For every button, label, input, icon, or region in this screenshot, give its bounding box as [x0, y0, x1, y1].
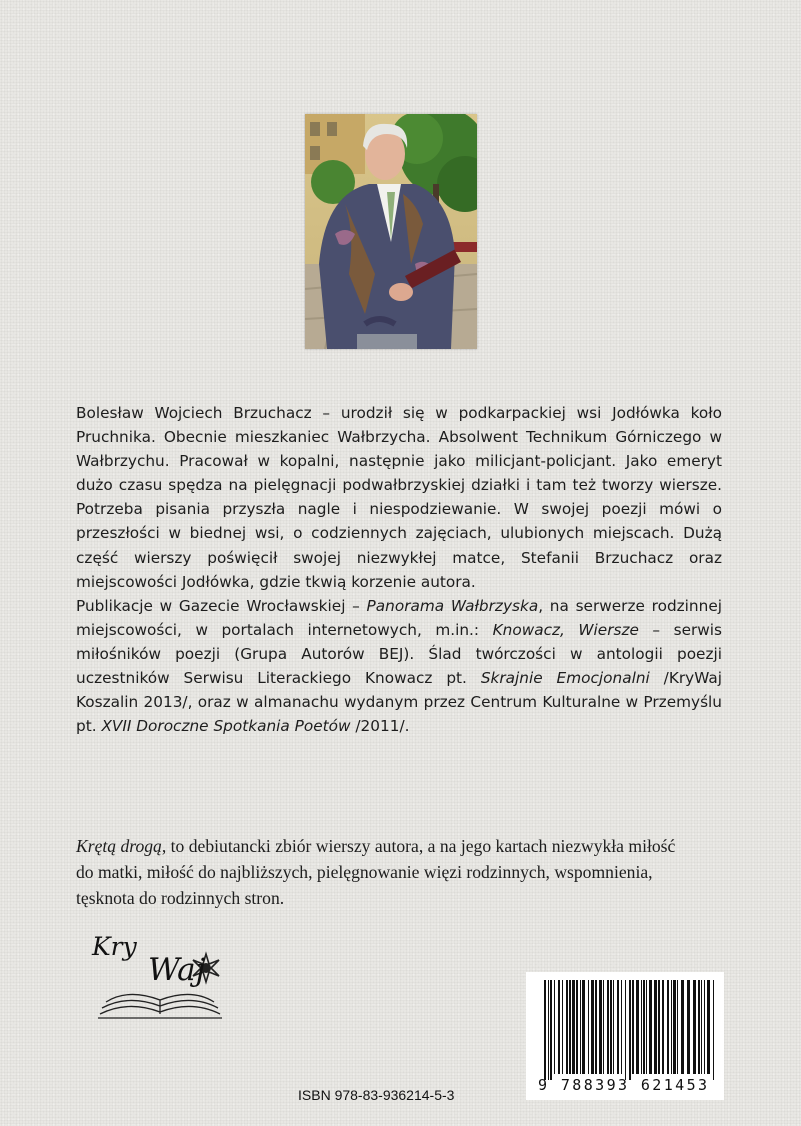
barcode-bar [625, 980, 626, 1080]
publisher-logo [88, 930, 238, 1025]
barcode-bar [704, 980, 705, 1074]
book-blurb: Krętą drogą, to debiutancki zbiór wierszy autora, a na jego kartach niezwykła miłość do matki, miłość do najbliższych, pielęgnowanie więzi rodzinnych, wspomnienia, tęsknota do rodzinnych stron. [76, 836, 676, 908]
barcode-bar [658, 980, 660, 1074]
almanac-title: XVII Doroczne Spotkania Poetów [101, 717, 351, 736]
barcode-bar [654, 980, 657, 1074]
barcode-bar [595, 980, 597, 1074]
barcode-bar [643, 980, 645, 1074]
barcode-bar [580, 980, 581, 1074]
barcode-bar [681, 980, 684, 1074]
barcode-bar [701, 980, 702, 1074]
bio-paragraph-1: Bolesław Wojciech Brzuchacz – urodził się w podkarpackiej wsi Jodłówka koło Pruchnika. Obecnie mieszkaniec Wałbrzycha. Absolwent Technikum Górniczego w Wałbrzychu. Pracował w kopalni, następnie jako milicjant-policjant. Jako emeryt dużo czasu spędza na pielęgnacji podwałbrzyskiej działki i tam też tworzy wiersze. Potrzeba pisania przyszła nagle i niespodziewanie. W swojej poezji mówi o przeszłości w biednej wsi, o codziennych zajęciach, ulubionych miejscach. Dużą część wierszy poświęcił swojej niezwykłej matce, Stefanii Brzuchacz oraz miejscowości Jodłówka, gdzie tkwią korzenie autora. [76, 404, 722, 591]
barcode-bar [582, 980, 585, 1074]
barcode-bar [544, 980, 546, 1080]
barcode-bar [667, 980, 669, 1074]
barcode-bar [613, 980, 614, 1074]
author-photo [305, 114, 477, 349]
logo-text-kry: Kry [92, 932, 137, 961]
publication-title: Panorama Wałbrzyska [366, 596, 539, 615]
barcode-bar [649, 980, 652, 1074]
anthology-title: Skrajnie Emocjonalni [480, 669, 650, 688]
barcode-bar [591, 980, 594, 1074]
barcode-bar [599, 980, 602, 1074]
barcode-bar [636, 980, 639, 1074]
open-book-icon [98, 994, 222, 1018]
barcode-bar [713, 980, 714, 1080]
isbn-text: ISBN 978-83-936214-5-3 [298, 1087, 455, 1103]
portal-title: Knowacz, Wiersze [492, 620, 639, 639]
barcode [526, 972, 724, 1100]
barcode-bar [641, 980, 642, 1074]
barcode-bar [572, 980, 575, 1074]
barcode-bar [677, 980, 678, 1074]
barcode-bar [566, 980, 568, 1074]
barcode-bar [550, 980, 552, 1080]
barcode-bar [569, 980, 571, 1074]
barcode-bar [662, 980, 664, 1074]
barcode-bar [671, 980, 672, 1074]
barcode-bar [603, 980, 604, 1074]
barcode-bar [562, 980, 563, 1074]
book-title: Krętą drogą [76, 836, 162, 856]
author-name: Bolesław Wojciech Brzuchacz [76, 404, 312, 422]
author-bio [76, 401, 722, 738]
barcode-number: 9 788393 621453 [538, 1076, 710, 1094]
barcode-bar [576, 980, 578, 1074]
barcode-bar [588, 980, 589, 1074]
barcode-bar [698, 980, 700, 1074]
barcode-bar [673, 980, 676, 1074]
barcode-bar [548, 980, 549, 1080]
barcode-bar [632, 980, 634, 1074]
barcode-bar [621, 980, 622, 1074]
barcode-bar [610, 980, 612, 1074]
barcode-bar [693, 980, 696, 1074]
barcode-bar [646, 980, 647, 1074]
barcode-bar [554, 980, 555, 1074]
barcode-bar [687, 980, 690, 1074]
barcode-bar [707, 980, 710, 1074]
barcode-bar [617, 980, 619, 1074]
barcode-bar [607, 980, 609, 1074]
bio-paragraph-2: Publikacje w Gazecie Wrocławskiej – Panorama Wałbrzyska, na serwerze rodzinnej miejscowości, w portalach internetowych, m.in.: Knowacz, Wiersze – serwis miłośników poezji (Grupa Autorów BEJ). Ślad twórczości w antologii poezji uczestników Serwisu Literackiego Knowacz pt. Skrajnie Emocjonalni /KryWaj Koszalin 2013/, oraz w almanachu wydanym przez Centrum Kulturalne w Przemyślu pt. XVII Doroczne Spotkania Poetów /2011/. [76, 596, 723, 736]
logo-text-waj: Waj [148, 952, 206, 988]
barcode-bar [558, 980, 560, 1074]
barcode-bar [629, 980, 631, 1080]
